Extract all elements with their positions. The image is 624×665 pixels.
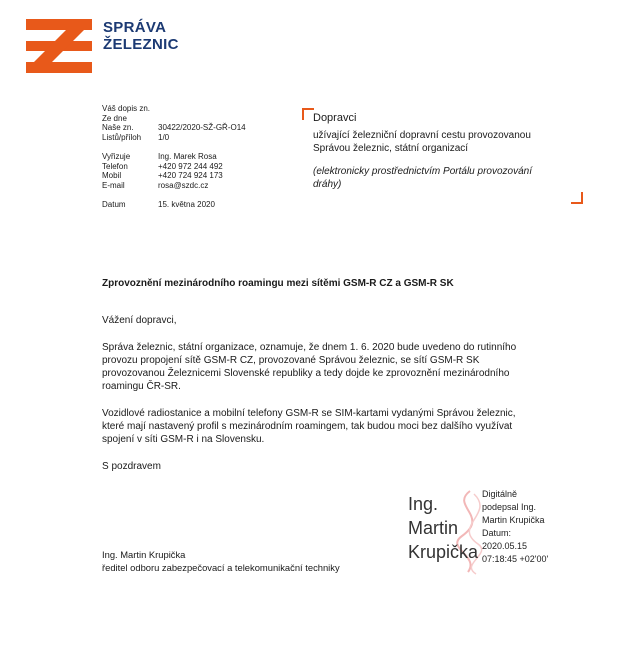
meta-value: +420 972 244 492 [158, 161, 223, 171]
digital-line: 2020.05.15 [482, 541, 528, 551]
paragraph-line: spojení v síti GSM-R i na Slovensku. [102, 434, 265, 445]
meta-row-ze-dne [102, 114, 246, 124]
recipient-italic-line: dráhy) [313, 179, 342, 190]
reference-block [102, 104, 246, 210]
meta-row-mobil [102, 171, 246, 181]
meta-label: Datum [102, 199, 126, 209]
paragraph-line: provozu propojení sítě GSM-R CZ, provozované Správou železnic, se sítí GSM-R SK [102, 355, 480, 366]
address-corner-bottom-right [571, 192, 583, 204]
signature-graphic-name [408, 492, 478, 564]
digital-line: Datum: [482, 528, 512, 538]
meta-gap [102, 142, 246, 152]
meta-label: Ze dne [102, 113, 127, 123]
meta-label: Váš dopis zn. [102, 104, 151, 113]
meta-value: Ing. Marek Rosa [158, 151, 217, 161]
meta-row-telefon [102, 162, 246, 172]
signatory-block [102, 548, 340, 574]
digital-signature-details [482, 488, 548, 566]
meta-value: 1/0 [158, 132, 170, 142]
paragraph-line: Vozidlové radiostanice a mobilní telefony GSM-R se SIM-kartami vydanými Správou železnic, [102, 408, 516, 419]
paragraph-1 [102, 341, 572, 393]
meta-label: Vyřizuje [102, 151, 131, 161]
recipient-address [313, 112, 583, 191]
meta-value: 30422/2020-SŽ-GŘ-O14 [158, 123, 246, 133]
meta-value: 15. května 2020 [158, 199, 215, 209]
digital-line: Digitálně [482, 489, 518, 499]
meta-row-email [102, 181, 246, 191]
meta-row-datum [102, 200, 246, 210]
paragraph-line: Správa železnic, státní organizace, oznamuje, že dnem 1. 6. 2020 bude uvedeno do rutinního [102, 342, 517, 353]
digital-line: Martin Krupička [482, 515, 545, 525]
recipient-heading: Dopravci [313, 112, 357, 124]
signature-line: Krupička [408, 542, 479, 562]
signatory-role: ředitel odboru zabezpečovací a telekomunikační techniky [102, 562, 340, 573]
letter-body [102, 314, 572, 487]
meta-label: Listů/příloh [102, 132, 142, 142]
paragraph-2 [102, 407, 572, 446]
meta-label: Mobil [102, 171, 122, 181]
closing: S pozdravem [102, 461, 161, 472]
paragraph-line: provozovanou Železnicemi Slovenské republiky a tedy dojde ke zprovoznění mezinárodního [102, 368, 510, 379]
salutation: Vážení dopravci, [102, 315, 177, 326]
digital-line: podepsal Ing. [482, 502, 537, 512]
logo-line-1: SPRÁVA [103, 19, 167, 36]
meta-row-nase-zn [102, 123, 246, 133]
signatory-name: Ing. Martin Krupička [102, 549, 186, 560]
brand-logo-text [103, 19, 179, 53]
meta-gap [102, 190, 246, 200]
meta-row-vyrizuje [102, 152, 246, 162]
paragraph-line: které mají nastavený profil s mezinárodním roamingem, tak budou moci bez dalšího využívat [102, 421, 513, 432]
paragraph-line: roamingu ČR-SR. [102, 381, 181, 392]
recipient-italic-line: (elektronicky prostřednictvím Portálu provozování [313, 166, 532, 177]
signature-line: Ing. [408, 494, 439, 514]
meta-label: Naše zn. [102, 123, 134, 133]
letter-subject: Zprovoznění mezinárodního roamingu mezi sítěmi GSM-R CZ a GSM-R SK [102, 278, 454, 289]
meta-label: E-mail [102, 180, 125, 190]
logo-mark-icon [26, 19, 92, 73]
meta-row-listu [102, 133, 246, 143]
logo-line-2: ŽELEZNIC [103, 36, 179, 53]
meta-label: Telefon [102, 161, 128, 171]
meta-value: rosa@szdc.cz [158, 180, 209, 190]
meta-value: +420 724 924 173 [158, 171, 223, 181]
digital-line: 07:18:45 +02'00' [482, 554, 549, 564]
signature-line: Martin [408, 518, 459, 538]
meta-row-vas-dopis [102, 104, 246, 114]
recipient-line: užívající železniční dopravní cestu provozovanou [313, 130, 531, 141]
recipient-line: Správou železnic, státní organizací [313, 143, 469, 154]
